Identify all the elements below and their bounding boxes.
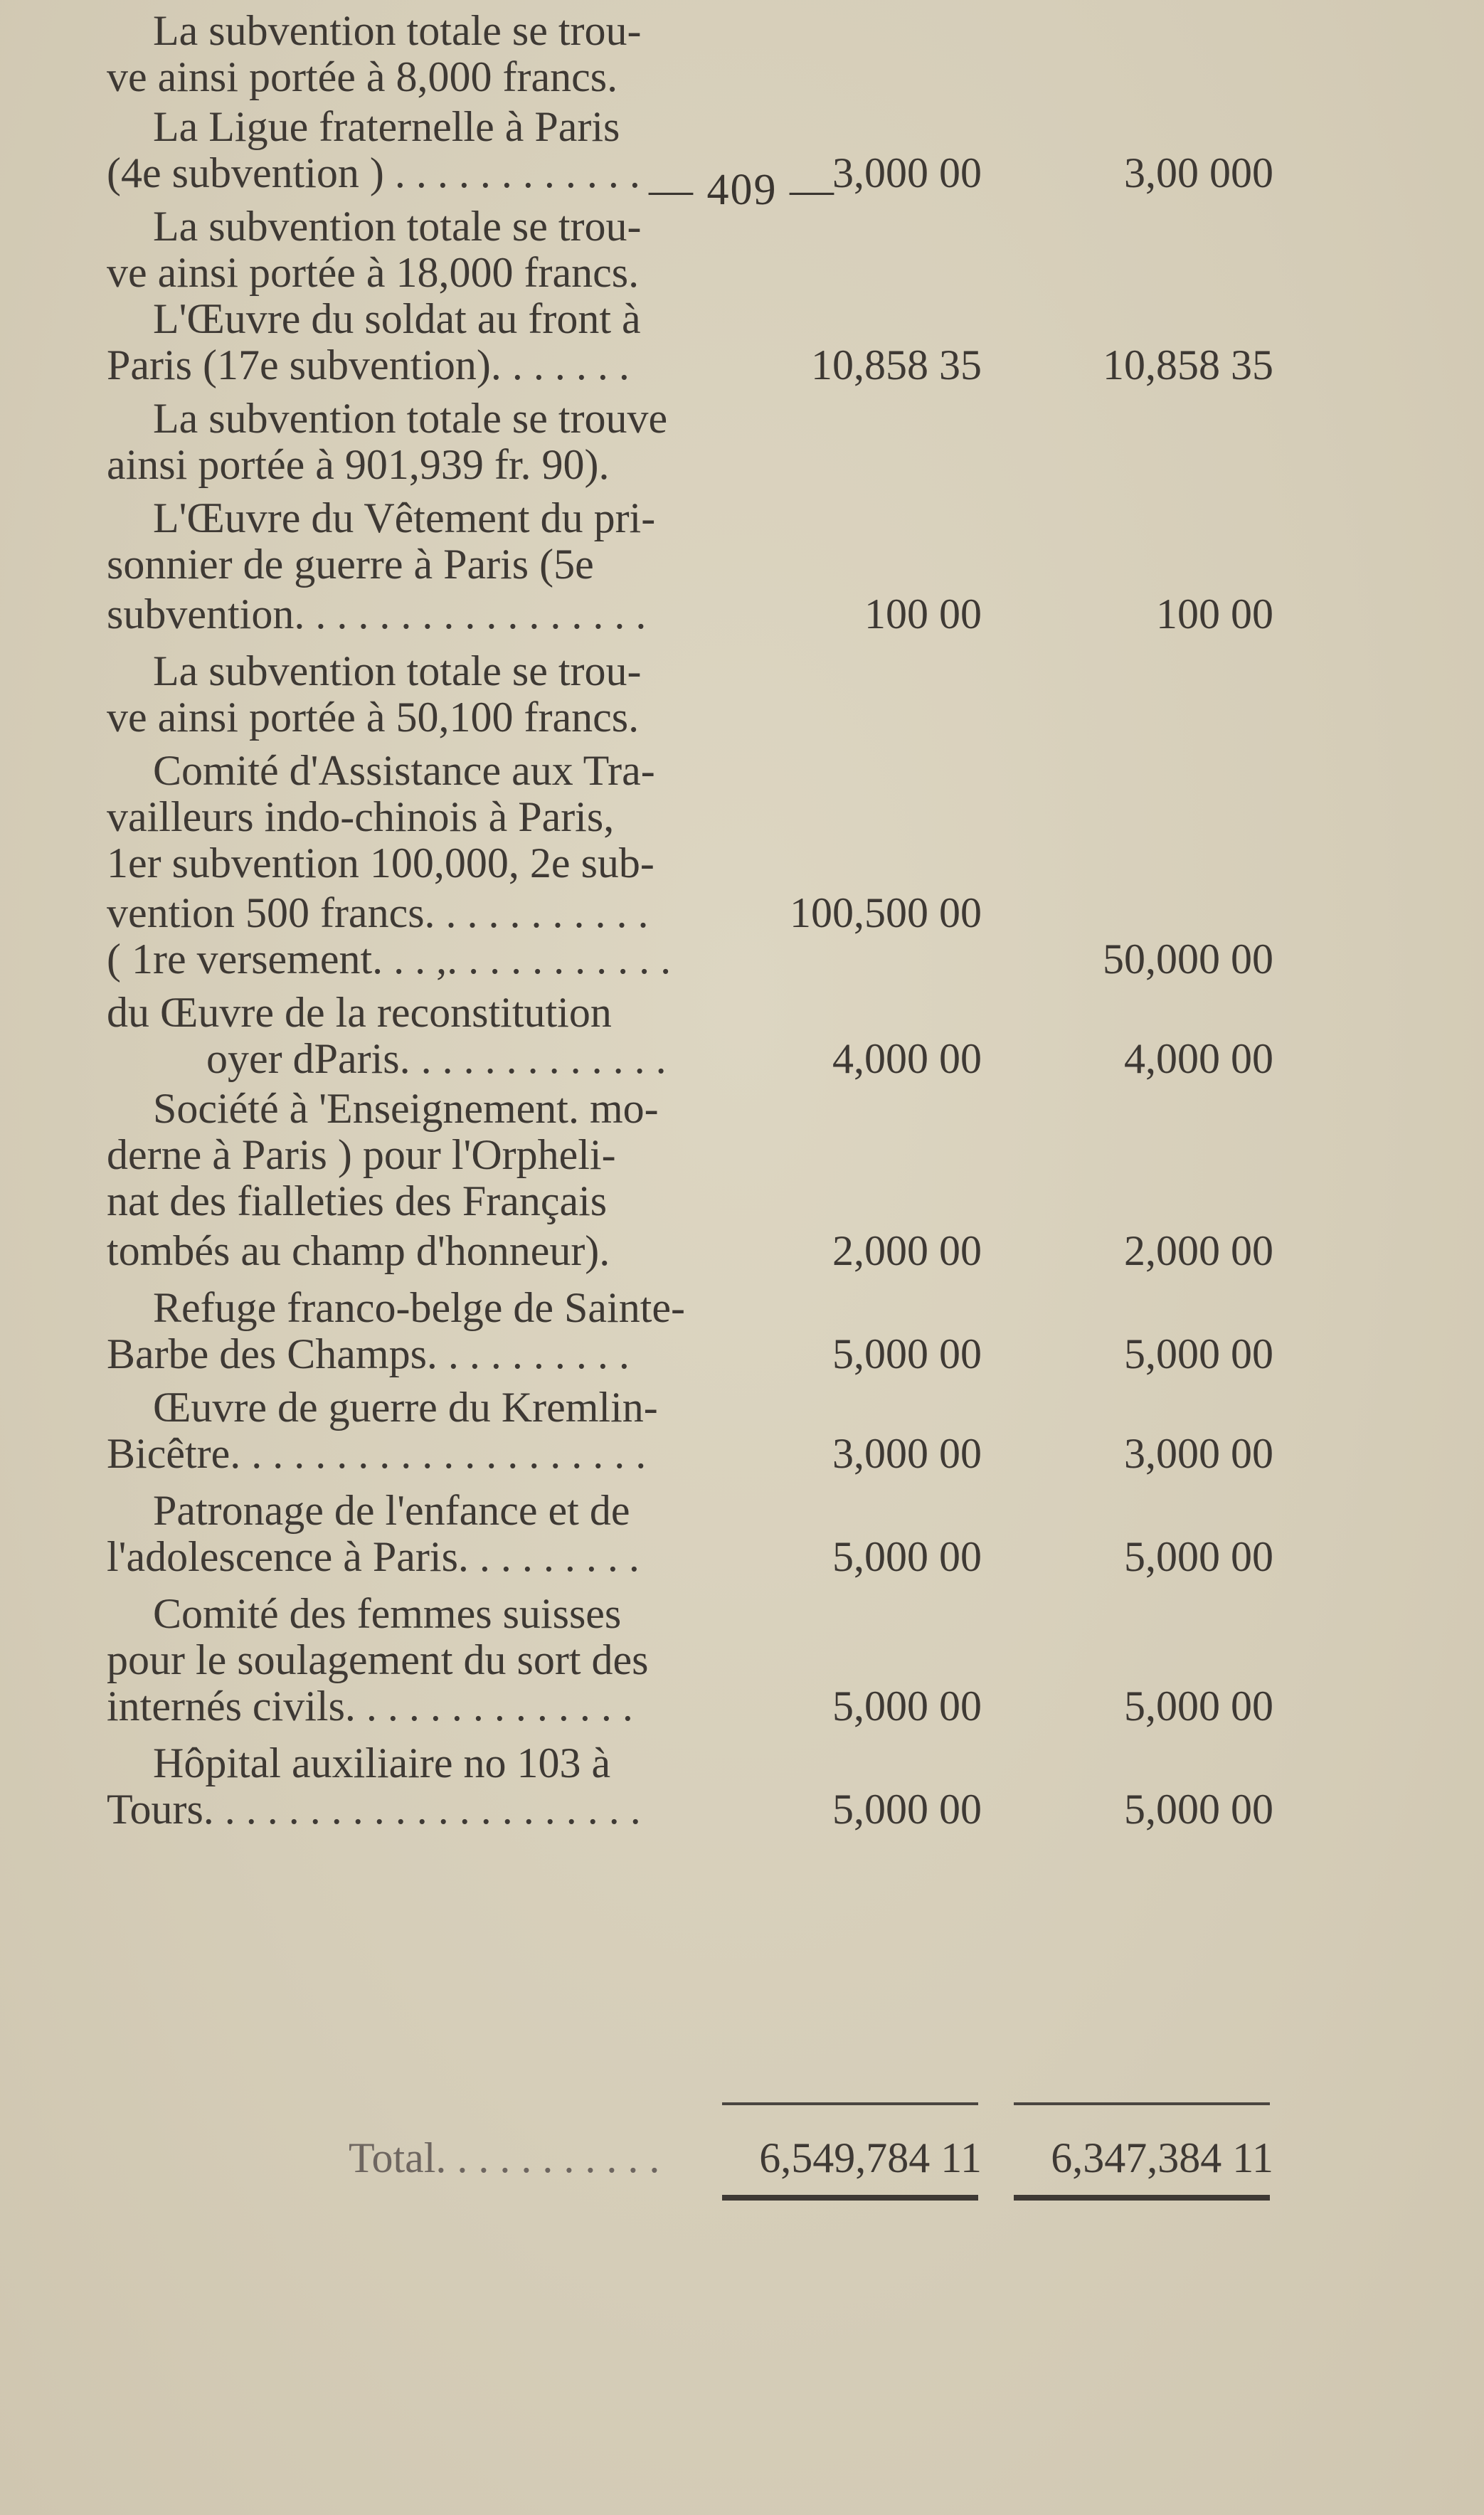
entry-text-line: nat des fialleties des Français: [107, 1177, 608, 1224]
amount-allocated: 100 00: [864, 591, 982, 637]
entry-text-line: Œuvre de guerre du Kremlin-: [153, 1384, 658, 1431]
entry-text-line: internés civils. . . . . . . . . . . . . .: [107, 1683, 633, 1730]
entry-text-line: La subvention totale se trouve: [153, 395, 668, 442]
total-label: Total. . . . . . . . . . .: [349, 2134, 660, 2181]
amount-allocated: 3,000 00: [832, 149, 982, 196]
entry-text-line: La subvention totale se trou-: [153, 647, 642, 694]
page-number: — 409 —: [649, 166, 835, 214]
entry-text-line: derne à Paris ) pour l'Orpheli-: [107, 1131, 616, 1178]
amount-paid: 5,000 00: [1124, 1533, 1273, 1580]
amount-paid: 10,858 35: [1103, 341, 1273, 388]
entry-text-line: du Œuvre de la reconstitution: [107, 989, 612, 1036]
entry-text-line: Paris (17e subvention). . . . . . .: [107, 341, 630, 388]
amount-allocated: 4,000 00: [832, 1035, 982, 1082]
entry-text-line: ( 1re versement. . . ,. . . . . . . . . . .: [107, 936, 672, 983]
entry-text-line: pour le soulagement du sort des: [107, 1636, 649, 1683]
entry-text-line: ainsi portée à 901,939 fr. 90).: [107, 441, 610, 488]
amount-paid: 5,000 00: [1124, 1786, 1273, 1833]
amount-allocated: 3,000 00: [832, 1430, 982, 1477]
total-double-rule: [722, 2195, 978, 2201]
amount-paid: 50,000 00: [1103, 936, 1273, 983]
entry-text-line: Tours. . . . . . . . . . . . . . . . . . . . .: [107, 1786, 641, 1833]
entry-text-line: La subvention totale se trou-: [153, 203, 642, 250]
entry-text-line: subvention. . . . . . . . . . . . . . . . .: [107, 591, 647, 637]
subtotal-rule: [1014, 2102, 1270, 2105]
entry-text-line: La subvention totale se trou-: [153, 7, 642, 54]
amount-paid: 4,000 00: [1124, 1035, 1273, 1082]
total-amount-allocated: 6,549,784 11: [759, 2134, 982, 2181]
amount-allocated: 10,858 35: [811, 341, 982, 388]
entry-text-line: oyer dParis. . . . . . . . . . . . .: [206, 1035, 667, 1082]
subtotal-rule: [722, 2102, 978, 2105]
entry-text-line: La Ligue fraternelle à Paris: [153, 103, 620, 150]
entry-text-line: Refuge franco-belge de Sainte-: [153, 1284, 685, 1331]
amount-allocated: 100,500 00: [790, 889, 982, 936]
entry-text-line: ve ainsi portée à 50,100 francs.: [107, 694, 640, 741]
amount-paid: 5,000 00: [1124, 1683, 1273, 1730]
entry-text-line: ve ainsi portée à 18,000 francs.: [107, 249, 640, 296]
entry-text-line: Patronage de l'enfance et de: [153, 1487, 630, 1534]
entry-text-line: sonnier de guerre à Paris (5e: [107, 541, 594, 588]
entry-text-line: Comité d'Assistance aux Tra-: [153, 747, 655, 794]
entry-text-line: vailleurs indo-chinois à Paris,: [107, 793, 615, 840]
amount-paid: 5,000 00: [1124, 1330, 1273, 1377]
entry-text-line: Comité des femmes suisses: [153, 1590, 622, 1637]
entry-text-line: tombés au champ d'honneur).: [107, 1227, 610, 1274]
entry-text-line: Société à 'Enseignement. mo-: [153, 1085, 659, 1132]
entry-text-line: l'adolescence à Paris. . . . . . . . .: [107, 1533, 640, 1580]
amount-allocated: 2,000 00: [832, 1227, 982, 1274]
total-double-rule: [1014, 2195, 1270, 2201]
amount-allocated: 5,000 00: [832, 1330, 982, 1377]
amount-paid: 3,000 00: [1124, 1430, 1273, 1477]
entry-text-line: ve ainsi portée à 8,000 francs.: [107, 53, 618, 100]
entry-text-line: vention 500 francs. . . . . . . . . . .: [107, 889, 649, 936]
entry-text-line: L'Œuvre du Vêtement du pri-: [153, 494, 656, 541]
entry-text-line: Hôpital auxiliaire no 103 à: [153, 1740, 611, 1786]
entry-text-line: L'Œuvre du soldat au front à: [153, 295, 641, 342]
amount-paid: 3,00 000: [1124, 149, 1273, 196]
amount-allocated: 5,000 00: [832, 1683, 982, 1730]
entry-text-line: Bicêtre. . . . . . . . . . . . . . . . . . . .: [107, 1430, 647, 1477]
entry-text-line: (4e subvention ) . . . . . . . . . . . .: [107, 149, 640, 196]
total-amount-paid: 6,347,384 11: [1051, 2134, 1273, 2181]
entry-text-line: Barbe des Champs. . . . . . . . . .: [107, 1330, 630, 1377]
amount-allocated: 5,000 00: [832, 1533, 982, 1580]
amount-paid: 100 00: [1156, 591, 1273, 637]
amount-allocated: 5,000 00: [832, 1786, 982, 1833]
amount-paid: 2,000 00: [1124, 1227, 1273, 1274]
entry-text-line: 1er subvention 100,000, 2e sub-: [107, 840, 654, 886]
